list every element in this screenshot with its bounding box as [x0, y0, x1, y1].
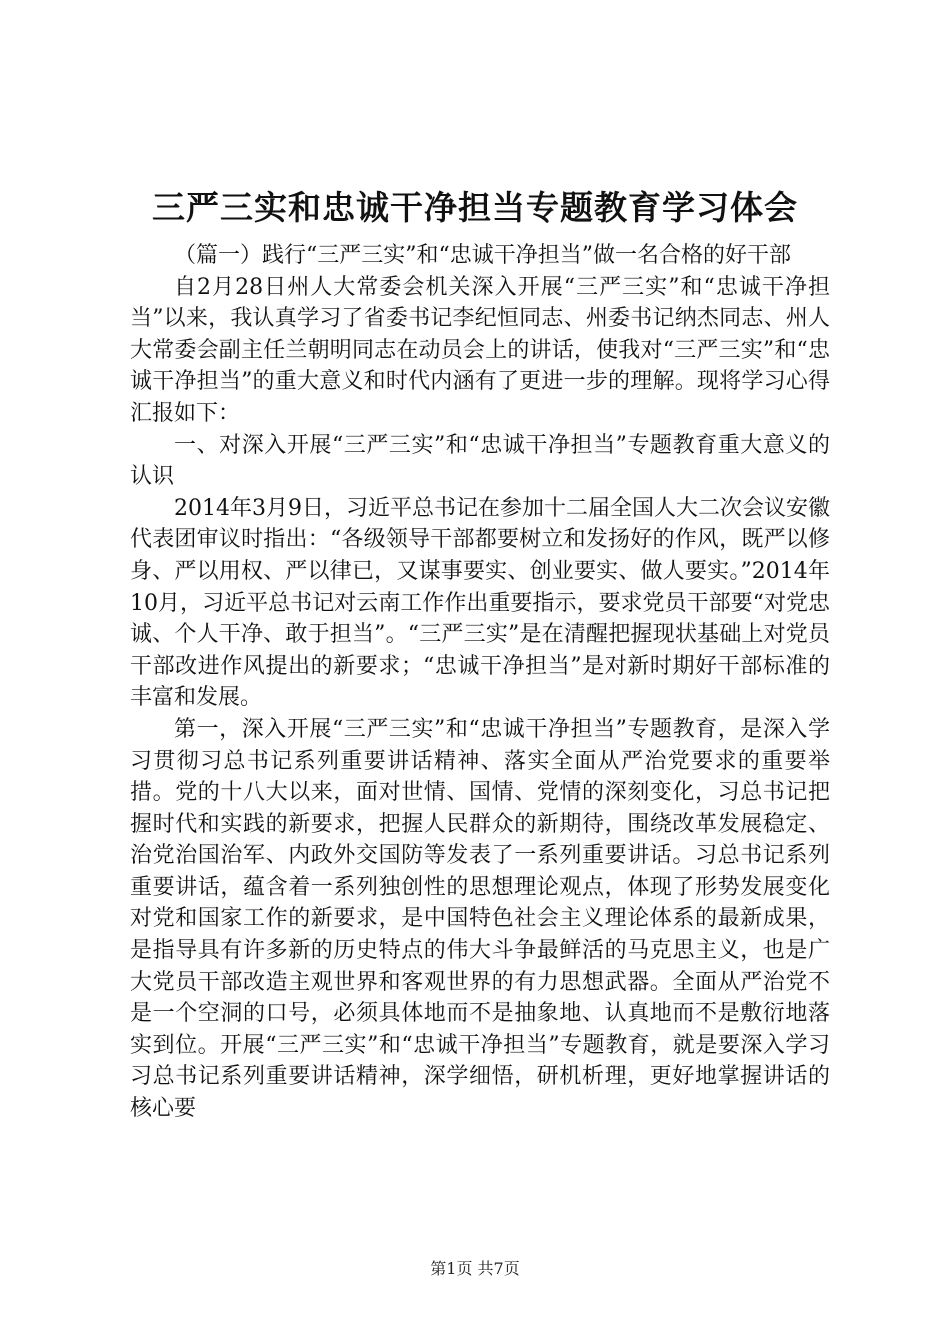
section-heading: 一、对深入开展“三严三实”和“忠诚干净担当”专题教育重大意义的认识: [130, 432, 830, 490]
page-number-footer: 第1页 共7页: [430, 1259, 520, 1278]
paragraph: 第一，深入开展“三严三实”和“忠诚干净担当”专题教育，是深入学习贯彻习总书记系列重要讲话精神、落实全面从严治党要求的重要举措。党的十八大以来，面对世情、国情、党情的深刻变化，习总书记把握时代和实践的新要求，把握人民群众的新期待，围绕改革发展稳定、治党治国治军、内政外交国防等发表了一系列重要讲话。习总书记系列重要讲话，蕴含着一系列独创性的思想理论观点，体现了形势发展变化对党和国家工作的新要求，是中国特色社会主义理论体系的最新成果，是指导具有许多新的历史特点的伟大斗争最鲜活的马克思主义，也是广大党员干部改造主观世界和客观世界的有力思想武器。全面从严治党不是一个空洞的口号，必须具体地而不是抽象地、认真地而不是敷衍地落实到位。开展“三严三实”和“忠诚干净担当”专题教育，就是要深入学习习总书记系列重要讲话精神，深学细悟，研机析理，更好地掌握讲话的核心要: [130, 716, 830, 1122]
document-body: [130, 240, 830, 1125]
paragraph: 2014年3月9日，习近平总书记在参加十二届全国人大二次会议安徽代表团审议时指出：“各级领导干部都要树立和发扬好的作风，既严以修身、严以用权、严以律已，又谋事要实、创业要实、做人要实。”2014年10月，习近平总书记对云南工作作出重要指示，要求党员干部要“对党忠诚、个人干净、敢于担当”。“三严三实”是在清醒把握现状基础上对党员干部改进作风提出的新要求；“忠诚干净担当”是对新时期好干部标准的丰富和发展。: [130, 495, 830, 711]
paragraph: （篇一）践行“三严三实”和“忠诚干净担当”做一名合格的好干部: [174, 243, 791, 268]
document-title: 三严三实和忠诚干净担当专题教育学习体会: [152, 188, 798, 227]
paragraph: 自2月28日州人大常委会机关深入开展“三严三实”和“忠诚干净担当”以来，我认真学习了省委书记李纪恒同志、州委书记纳杰同志、州人大常委会副主任兰朝明同志在动员会上的讲话，使我对“三严三实”和“忠诚干净担当”的重大意义和时代内涵有了更进一步的理解。现将学习心得汇报如下：: [130, 274, 830, 426]
